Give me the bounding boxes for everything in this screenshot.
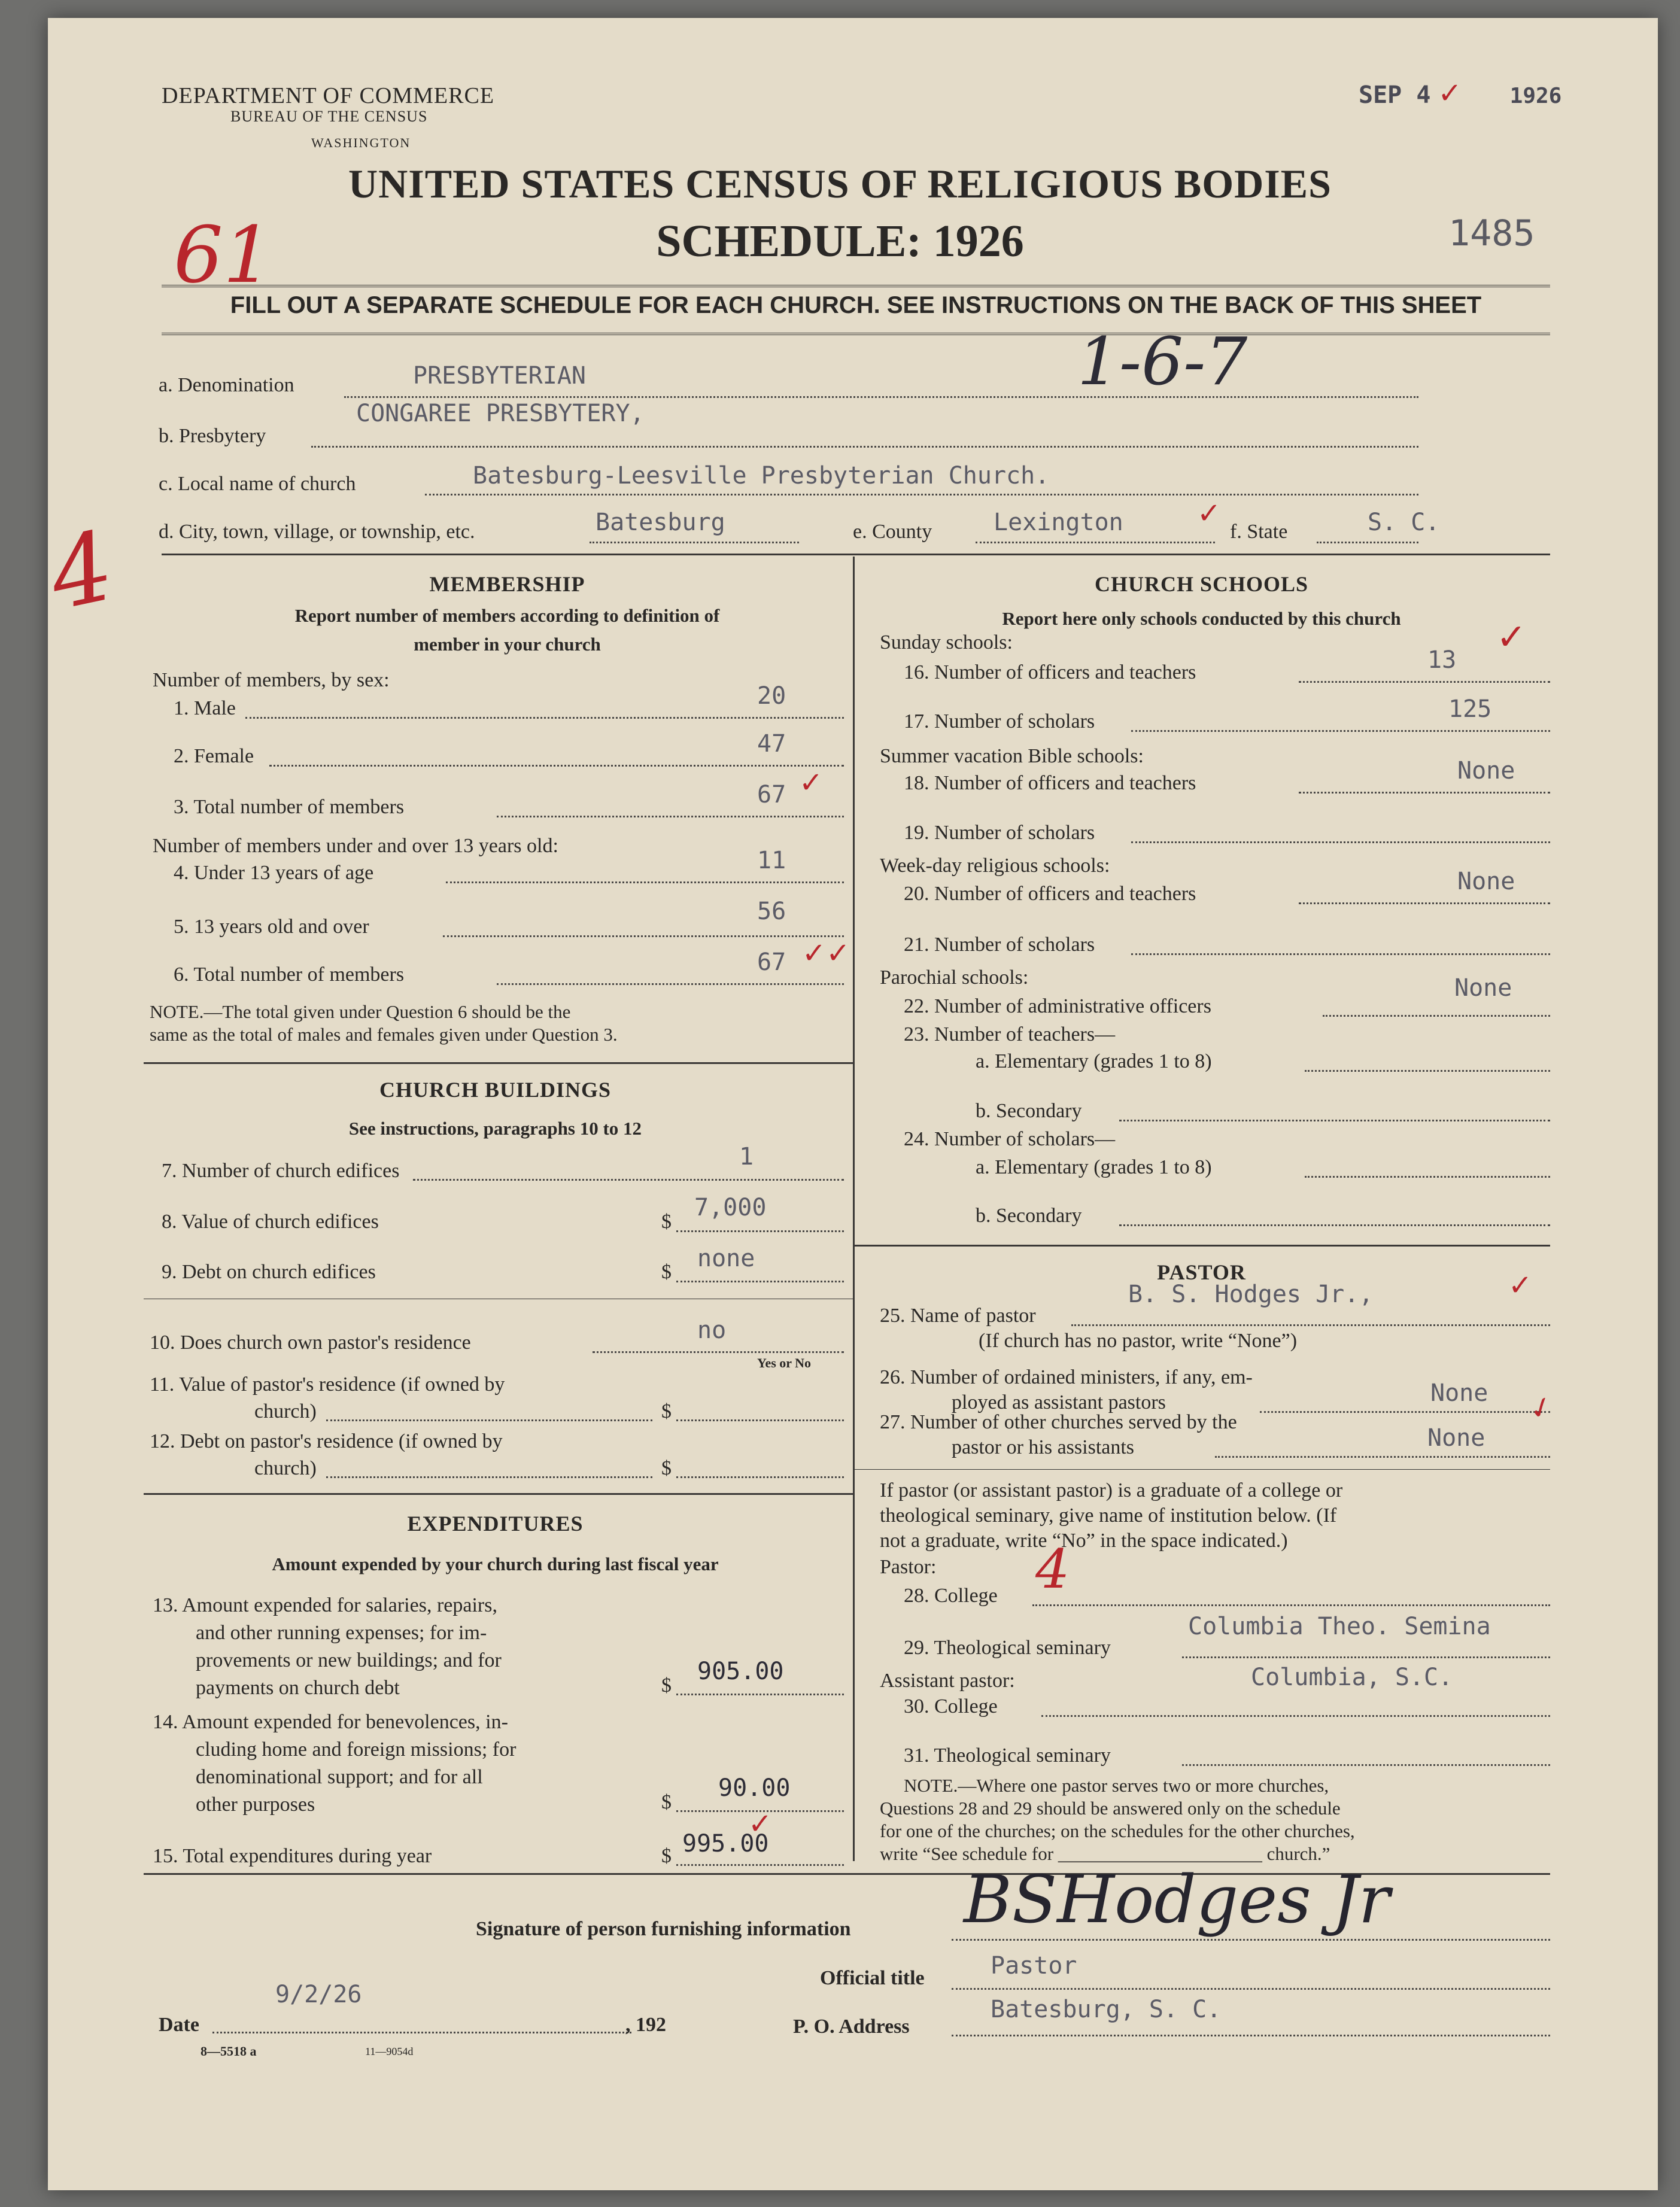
q25-label: 25. Name of pastor bbox=[880, 1305, 1036, 1327]
assistant-pastor-label: Assistant pastor: bbox=[880, 1670, 1015, 1692]
date-line bbox=[212, 2032, 631, 2033]
section-divider bbox=[144, 1493, 853, 1495]
county-label: e. County bbox=[853, 521, 932, 543]
q29-line bbox=[1182, 1656, 1550, 1658]
q3-label: 3. Total number of members bbox=[174, 796, 405, 818]
q3-value: 67 bbox=[757, 781, 786, 808]
column-divider bbox=[853, 557, 855, 1861]
q27-value: None bbox=[1427, 1424, 1485, 1452]
denomination-value: PRESBYTERIAN bbox=[413, 362, 586, 390]
q10-value: no bbox=[697, 1317, 727, 1344]
q4-line bbox=[446, 881, 844, 883]
dollar-sign: $ bbox=[661, 1674, 672, 1697]
serial-number: 1485 bbox=[1448, 212, 1535, 254]
q9-line bbox=[676, 1281, 844, 1282]
check-mark-icon: ✓ bbox=[748, 1807, 773, 1841]
q9-value: none bbox=[697, 1245, 755, 1272]
q24b-label: b. Secondary bbox=[976, 1205, 1082, 1227]
po-address-value: Batesburg, S. C. bbox=[991, 1996, 1222, 2023]
q10-line bbox=[593, 1351, 844, 1353]
q23a-label: a. Elementary (grades 1 to 8) bbox=[976, 1050, 1212, 1072]
q7-label: 7. Number of church edifices bbox=[162, 1160, 400, 1182]
dollar-sign: $ bbox=[661, 1211, 672, 1233]
date-value: 9/2/26 bbox=[275, 1981, 362, 2008]
q2-label: 2. Female bbox=[174, 745, 254, 767]
q29-label: 29. Theological seminary bbox=[904, 1637, 1111, 1659]
q24b-line bbox=[1119, 1224, 1550, 1226]
q12-line bbox=[676, 1476, 844, 1478]
dollar-sign: $ bbox=[661, 1400, 672, 1422]
q12-leader bbox=[326, 1476, 652, 1478]
section-divider bbox=[144, 1062, 853, 1064]
city-value: Batesburg bbox=[596, 509, 725, 536]
q16-line bbox=[1299, 681, 1550, 683]
section-divider bbox=[162, 554, 1550, 555]
check-mark-icon: ✓ bbox=[1438, 77, 1462, 110]
membership-note: NOTE.—The total given under Question 6 should be the same as the total of males and females given under Question 3. bbox=[150, 1001, 618, 1045]
q23b-line bbox=[1119, 1120, 1550, 1121]
q25-note: (If church has no pastor, write “None”) bbox=[979, 1330, 1298, 1352]
received-date-stamp: SEP 4 ✓ 1926 bbox=[1359, 77, 1562, 110]
weekday-schools-label: Week-day religious schools: bbox=[880, 855, 1110, 877]
bureau-heading: BUREAU OF THE CENSUS bbox=[230, 108, 428, 125]
q15-line bbox=[676, 1864, 844, 1866]
denomination-line bbox=[344, 396, 1418, 398]
q20-label: 20. Number of officers and teachers bbox=[904, 883, 1196, 905]
vacation-schools-label: Summer vacation Bible schools: bbox=[880, 745, 1144, 767]
q8-line bbox=[676, 1230, 844, 1232]
q10-label: 10. Does church own pastor's residence bbox=[150, 1332, 471, 1354]
date-label: Date bbox=[159, 2014, 199, 2036]
presbytery-label: b. Presbytery bbox=[159, 425, 266, 447]
fill-out-instruction: FILL OUT A SEPARATE SCHEDULE FOR EACH CHURCH. SEE INSTRUCTIONS ON THE BACK OF THIS SHEET bbox=[230, 292, 1482, 318]
q11-line bbox=[676, 1419, 844, 1421]
q13-value: 905.00 bbox=[697, 1658, 784, 1685]
state-value: S. C. bbox=[1368, 509, 1440, 536]
q16-label: 16. Number of officers and teachers bbox=[904, 661, 1196, 683]
q6-value: 67 bbox=[757, 949, 786, 976]
church-schools-heading: CHURCH SCHOOLS bbox=[1094, 572, 1309, 596]
q31-line bbox=[1182, 1764, 1550, 1766]
official-title-label: Official title bbox=[820, 1967, 925, 1989]
q28-line bbox=[1032, 1604, 1550, 1606]
q28-label: 28. College bbox=[904, 1585, 998, 1607]
q1-label: 1. Male bbox=[174, 697, 236, 719]
form-title: UNITED STATES CENSUS OF RELIGIOUS BODIES bbox=[348, 161, 1332, 206]
q5-line bbox=[443, 935, 844, 937]
dollar-sign: $ bbox=[661, 1457, 672, 1479]
q27-label: 27. Number of other churches served by the bbox=[880, 1411, 1237, 1433]
signature-line bbox=[952, 1939, 1550, 1941]
q23a-line bbox=[1305, 1070, 1550, 1072]
department-heading: DEPARTMENT OF COMMERCE bbox=[162, 83, 495, 108]
q6-line bbox=[497, 983, 844, 985]
official-title-line bbox=[952, 1988, 1550, 1990]
q18-line bbox=[1299, 792, 1550, 794]
handwritten-code: 1-6-7 bbox=[1077, 323, 1248, 400]
q22-label: 22. Number of administrative officers bbox=[904, 995, 1211, 1017]
check-mark-icon: ✓ bbox=[799, 766, 824, 799]
check-mark-icon: ✓ bbox=[1496, 616, 1527, 658]
q13-label: 13. Amount expended for salaries, repairs, and other running expenses; for im- provements or new buildings; and for payments on church debt bbox=[153, 1594, 502, 1699]
q20-line bbox=[1299, 902, 1550, 904]
city-label: d. City, town, village, or township, etc. bbox=[159, 521, 475, 543]
q30-label: 30. College bbox=[904, 1695, 998, 1717]
q15-value: 995.00 bbox=[682, 1830, 769, 1858]
by-sex-label: Number of members, by sex: bbox=[153, 669, 390, 691]
divider bbox=[162, 285, 1550, 287]
county-value: Lexington bbox=[994, 509, 1123, 536]
church-schools-subtitle: Report here only schools conducted by this church bbox=[1002, 608, 1401, 629]
q14-value: 90.00 bbox=[718, 1774, 791, 1802]
q7-value: 1 bbox=[739, 1143, 754, 1171]
section-divider bbox=[853, 1245, 1550, 1247]
q17-line bbox=[1131, 730, 1550, 732]
church-name-label: c. Local name of church bbox=[159, 473, 356, 495]
q22-line bbox=[1323, 1015, 1550, 1017]
pastor-sub-label: Pastor: bbox=[880, 1556, 937, 1578]
presbytery-value: CONGAREE PRESBYTERY, bbox=[356, 400, 645, 427]
q26-label-cont: ployed as assistant pastors bbox=[952, 1391, 1166, 1413]
church-buildings-subtitle: See instructions, paragraphs 10 to 12 bbox=[348, 1118, 642, 1139]
q2-line bbox=[269, 765, 844, 767]
q11-label: 11. Value of pastor's residence (if owned by bbox=[150, 1373, 505, 1396]
q21-label: 21. Number of scholars bbox=[904, 934, 1095, 956]
q5-value: 56 bbox=[757, 898, 786, 925]
q1-value: 20 bbox=[757, 682, 786, 710]
q15-label: 15. Total expenditures during year bbox=[153, 1845, 432, 1867]
presbytery-line bbox=[311, 446, 1418, 448]
q11-leader bbox=[326, 1419, 652, 1421]
q21-line bbox=[1131, 953, 1550, 955]
q22-value: None bbox=[1454, 974, 1512, 1002]
q8-label: 8. Value of church edifices bbox=[162, 1211, 379, 1233]
check-mark-icon: ✓✓ bbox=[802, 937, 850, 970]
q3-line bbox=[497, 816, 844, 817]
q17-value: 125 bbox=[1448, 695, 1492, 723]
church-name-value: Batesburg-Leesville Presbyterian Church. bbox=[473, 462, 1050, 490]
q27-label-cont: pastor or his assistants bbox=[952, 1436, 1135, 1458]
po-address-label: P. O. Address bbox=[793, 2016, 910, 2038]
q4-label: 4. Under 13 years of age bbox=[174, 862, 374, 884]
dollar-sign: $ bbox=[661, 1791, 672, 1813]
church-name-line bbox=[425, 494, 1418, 495]
q24-label: 24. Number of scholars— bbox=[904, 1128, 1116, 1150]
city-line bbox=[590, 542, 799, 543]
q19-line bbox=[1131, 841, 1550, 843]
signature-label: Signature of person furnishing information bbox=[476, 1918, 851, 1940]
graduate-instructions: If pastor (or assistant pastor) is a graduate of a college or theological seminary, give name of institution below. (If not a graduate, write “No” in the space indicated.) bbox=[880, 1479, 1343, 1552]
expenditures-subtitle: Amount expended by your church during last fiscal year bbox=[272, 1554, 719, 1574]
by-age-label: Number of members under and over 13 years old: bbox=[153, 835, 558, 857]
dollar-sign: $ bbox=[661, 1845, 672, 1867]
state-line bbox=[1317, 542, 1418, 543]
yes-no-hint: Yes or No bbox=[757, 1355, 812, 1370]
q7-line bbox=[413, 1179, 844, 1181]
q31-label: 31. Theological seminary bbox=[904, 1744, 1111, 1767]
handwritten-college-mark: 4 bbox=[1035, 1538, 1070, 1601]
sunday-schools-label: Sunday schools: bbox=[880, 631, 1013, 653]
year-suffix: , 192 bbox=[625, 2014, 666, 2036]
q24a-line bbox=[1305, 1176, 1550, 1178]
dollar-sign: $ bbox=[661, 1261, 672, 1283]
official-title-value: Pastor bbox=[991, 1952, 1077, 1980]
q18-label: 18. Number of officers and teachers bbox=[904, 772, 1196, 794]
q13-line bbox=[676, 1694, 844, 1695]
q4-value: 11 bbox=[757, 847, 786, 874]
q14-label: 14. Amount expended for benevolences, in- cluding home and foreign missions; for denominational support; and for all other purposes bbox=[153, 1711, 517, 1816]
q16-value: 13 bbox=[1427, 646, 1457, 674]
po-address-line bbox=[952, 2035, 1550, 2036]
q24a-label: a. Elementary (grades 1 to 8) bbox=[976, 1156, 1212, 1178]
q30-line bbox=[1041, 1715, 1550, 1717]
q29-value-cont: Columbia, S.C. bbox=[1251, 1664, 1453, 1691]
signature-image: BSHodges Jr bbox=[964, 1861, 1390, 1938]
check-mark-icon: ✓ bbox=[1197, 497, 1222, 530]
q25-line bbox=[1071, 1324, 1550, 1326]
q5-label: 5. 13 years old and over bbox=[174, 916, 369, 938]
state-label: f. State bbox=[1230, 521, 1288, 543]
handwritten-number-mark: 61 bbox=[174, 209, 273, 300]
divider bbox=[853, 1469, 1550, 1470]
schedule-title: SCHEDULE: 1926 bbox=[656, 216, 1024, 266]
q27-line bbox=[1215, 1456, 1550, 1458]
q17-label: 17. Number of scholars bbox=[904, 710, 1095, 732]
denomination-label: a. Denomination bbox=[159, 374, 294, 396]
divider bbox=[162, 333, 1550, 335]
handwritten-margin-mark: 4 bbox=[40, 509, 123, 632]
q26-value: None bbox=[1430, 1379, 1488, 1407]
q23b-label: b. Secondary bbox=[976, 1100, 1082, 1122]
q9-label: 9. Debt on church edifices bbox=[162, 1261, 376, 1283]
q19-label: 19. Number of scholars bbox=[904, 822, 1095, 844]
membership-heading: MEMBERSHIP bbox=[429, 572, 585, 596]
q11-label-cont: church) bbox=[254, 1400, 317, 1422]
q6-label: 6. Total number of members bbox=[174, 963, 405, 986]
expenditures-heading: EXPENDITURES bbox=[407, 1512, 584, 1536]
city-heading: WASHINGTON bbox=[311, 135, 411, 150]
q25-value: B. S. Hodges Jr., bbox=[1128, 1281, 1374, 1308]
check-mark-icon: ✓ bbox=[1508, 1269, 1533, 1302]
q26-label: 26. Number of ordained ministers, if any, em- bbox=[880, 1366, 1253, 1388]
print-number: 11—9054d bbox=[365, 2045, 414, 2057]
q12-label: 12. Debt on pastor's residence (if owned by bbox=[150, 1430, 503, 1452]
q20-value: None bbox=[1457, 868, 1515, 895]
pastor-heading: PASTOR bbox=[1157, 1260, 1246, 1284]
pastor-note: NOTE.—Where one pastor serves two or more churches, Questions 28 and 29 should be answered only on the schedule for one of the churches; on the schedules for the other churches, write “See schedule for ______________________ church.” bbox=[880, 1775, 1355, 1864]
q18-value: None bbox=[1457, 757, 1515, 785]
q1-line bbox=[245, 717, 844, 719]
parochial-schools-label: Parochial schools: bbox=[880, 966, 1029, 989]
q23-label: 23. Number of teachers— bbox=[904, 1023, 1116, 1045]
q12-label-cont: church) bbox=[254, 1457, 317, 1479]
q2-value: 47 bbox=[757, 730, 786, 758]
q26-line bbox=[1260, 1411, 1550, 1413]
county-line bbox=[976, 542, 1215, 543]
check-mark-icon: ✓ bbox=[1524, 1388, 1559, 1428]
church-buildings-heading: CHURCH BUILDINGS bbox=[379, 1078, 612, 1102]
q8-value: 7,000 bbox=[694, 1194, 767, 1221]
form-number: 8—5518 a bbox=[200, 2044, 257, 2059]
q29-value: Columbia Theo. Semina bbox=[1188, 1613, 1491, 1640]
membership-subtitle: Report number of members according to definition of member in your church bbox=[294, 605, 720, 655]
